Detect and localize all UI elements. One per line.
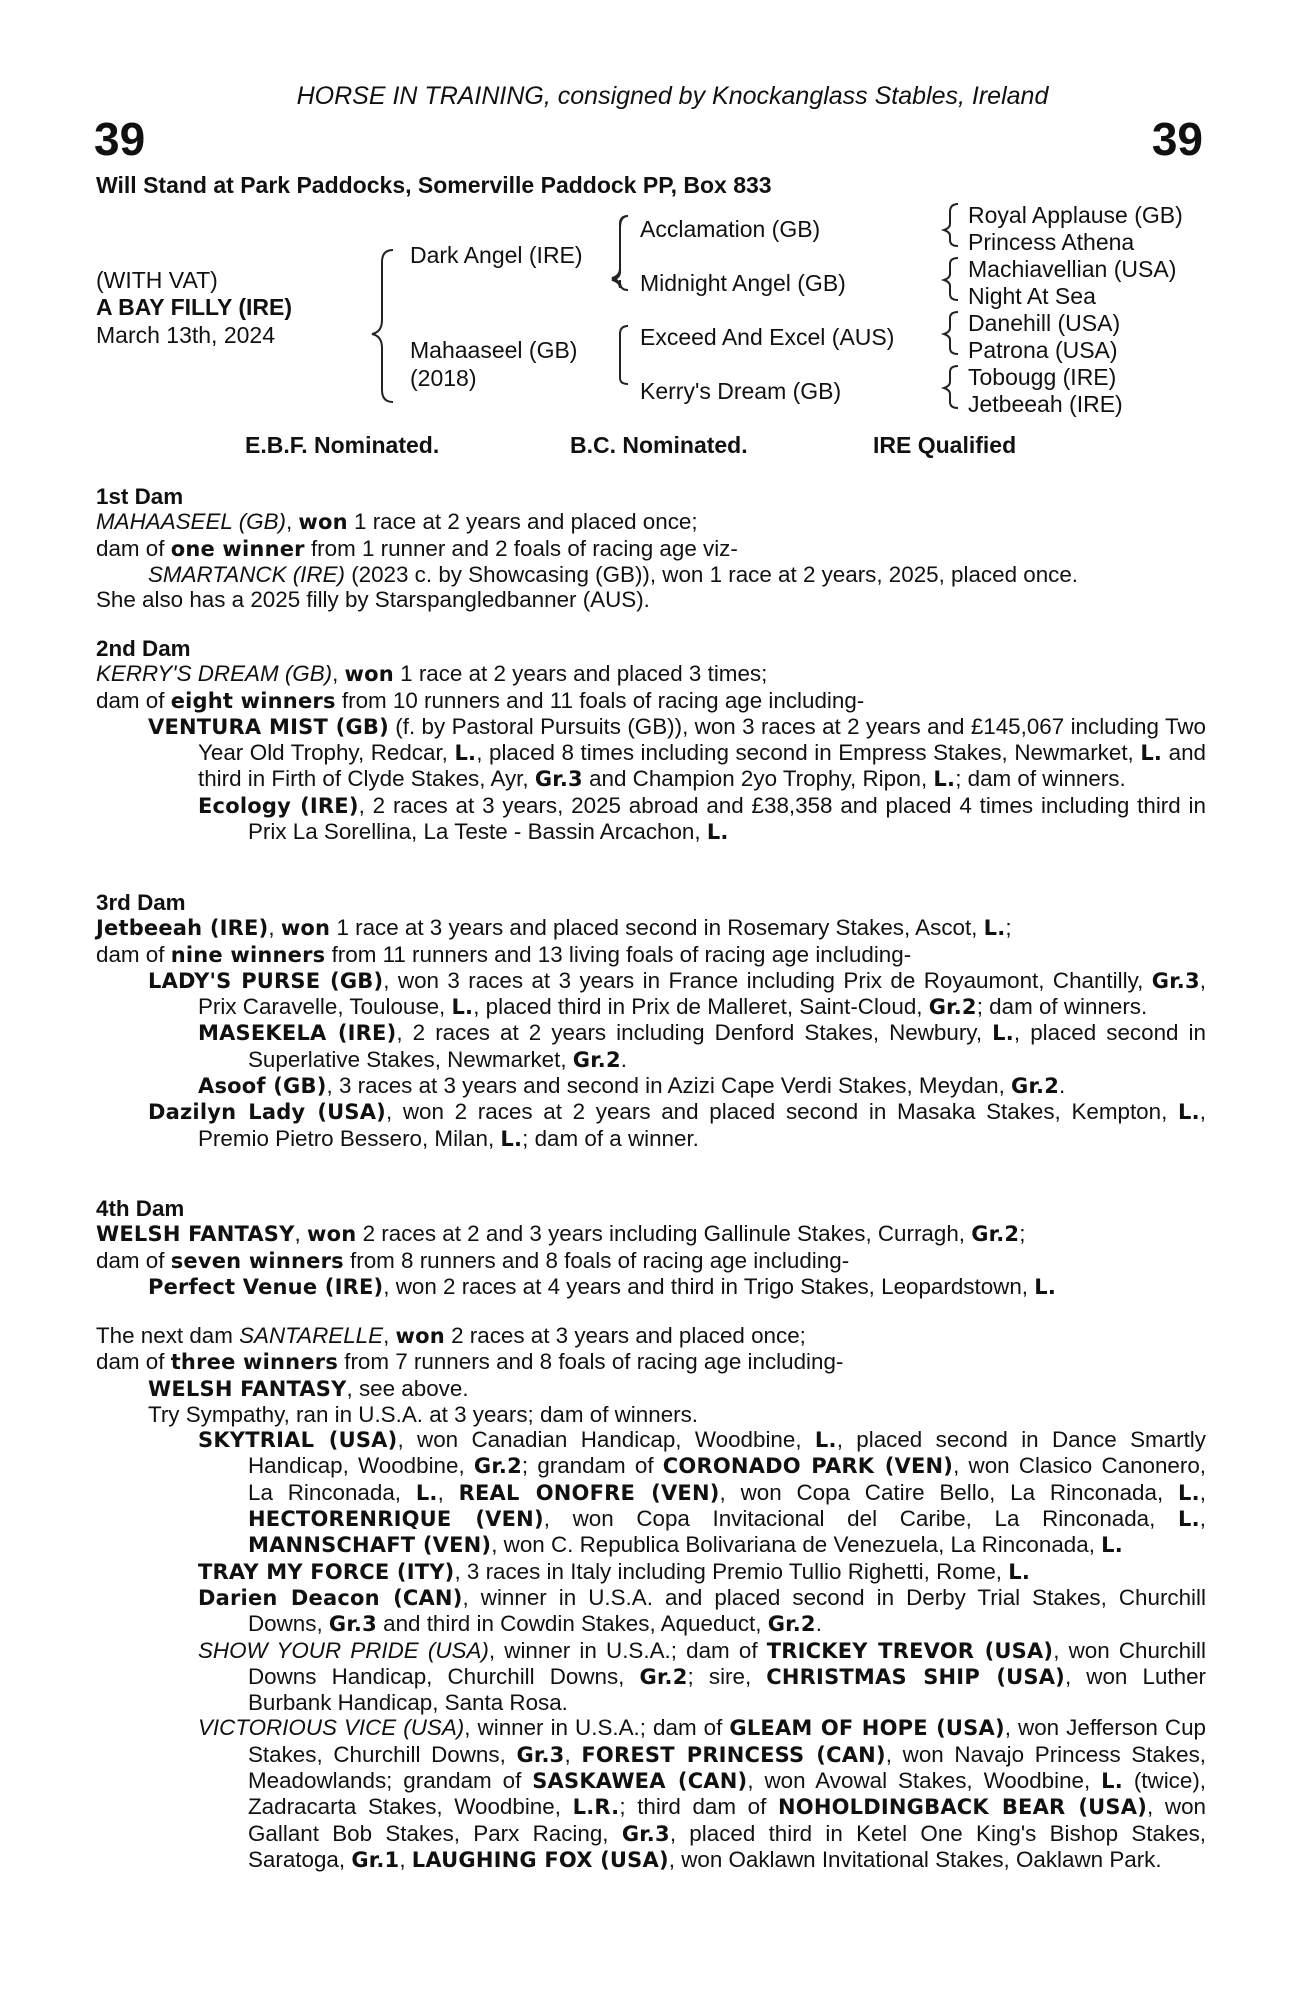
ire-qualified: IRE Qualified [873, 432, 1017, 458]
bracket-main [372, 250, 393, 402]
first-dam-produce: SMARTANCK (IRE) (2023 c. by Showcasing (GB)), won 1 race at 2 years, 2025, placed once. [148, 561, 1079, 587]
next-dam-sub-5: VICTORIOUS VICE (USA), winner in U.S.A.; dam of GLEAM OF HOPE (USA), won Jefferson Cup Stakes, Churchill Downs, Gr.3, FOREST PRINCESS (CAN), won Navajo Princess Stakes, Meadowlands; grandam of SASKAWEA (CAN), won Avowal Stakes, Woodbine, L. (twice), Zadracarta Stakes, Woodbine, L.R.; third dam of NOHOLDINGBACK BEAR (USA), won Gallant Bob Stakes, Parx Racing, Gr.3, placed third in Ketel One King's Bishop Stakes, Saratoga, Gr.1, LAUGHING FOX (USA), won Oaklawn Invitational Stakes, Oaklawn Park. [198, 1715, 1207, 1872]
next-dam-section [96, 1323, 1206, 1873]
bc-nominated: B.C. Nominated. [570, 432, 748, 458]
next-dam-line1: The next dam SANTARELLE, won 2 races at 3 years and placed once; [96, 1323, 806, 1348]
next-dam-sub-4: SHOW YOUR PRIDE (USA), winner in U.S.A.; dam of TRICKEY TREVOR (USA), won Churchill Downs Handicap, Churchill Downs, Gr.2; sire, CHRISTMAS SHIP (USA), won Luther Burbank Handicap, Santa Rosa. [198, 1637, 1206, 1716]
second-dam-line1: KERRY'S DREAM (GB), won 1 race at 2 years and placed 3 times; [96, 661, 768, 687]
third-dam-entry-2: MASEKELA (IRE), 2 races at 2 years including Denford Stakes, Newbury, L., placed second in Superlative Stakes, Newmarket, Gr.2. [198, 1020, 1206, 1072]
dam-sire: Exceed And Excel (AUS) [640, 324, 895, 350]
second-dam-entry-2: Ecology (IRE), 2 races at 3 years, 2025 abroad and £38,358 and placed 4 times including third in Prix La Sorellina, La Teste - Bassin Arcachon, L. [198, 792, 1206, 845]
fourth-dam-entry-1: Perfect Venue (IRE), won 2 races at 4 years and third in Trigo Stakes, Leopardstown, L. [148, 1273, 1056, 1299]
bracket-g34 [944, 258, 958, 300]
fourth-dam-line2: dam of seven winners from 8 runners and 8 foals of racing age including- [96, 1247, 850, 1273]
gp-3: Machiavellian (USA) [968, 256, 1177, 282]
third-dam-entry-1: LADY'S PURSE (GB), won 3 races at 3 years in France including Prix de Royaumont, Chantilly, Gr.3, Prix Caravelle, Toulouse, L., placed third in Prix de Malleret, Saint-Cloud, Gr.2; dam of winners. [148, 967, 1206, 1020]
dam-dam: Kerry's Dream (GB) [640, 378, 842, 404]
fourth-dam-heading: 4th Dam [96, 1196, 185, 1221]
third-dam-entry-3: Asoof (GB), 3 races at 3 years and second in Azizi Cape Verdi Stakes, Meydan, Gr.2. [198, 1073, 1066, 1099]
next-dam-entry-1: WELSH FANTASY, see above. [148, 1375, 469, 1401]
dam: Mahaaseel (GB) [410, 337, 578, 363]
gp-6: Patrona (USA) [968, 337, 1118, 363]
second-dam-entry-1: VENTURA MIST (GB) (f. by Pastoral Pursuits (GB)), won 3 races at 2 years and £145,067 including Two Year Old Trophy, Redcar, L., placed 8 times including second in Empress Stakes, Newmarket, L. and third in Firth of Clyde Stakes, Ayr, Gr.3 and Champion 2yo Trophy, Ripon, L.; dam of winners. [148, 713, 1207, 792]
ebf-nominated: E.B.F. Nominated. [245, 432, 440, 458]
next-dam-line2: dam of three winners from 7 runners and 8 foals of racing age including- [96, 1349, 844, 1375]
gp-7: Tobougg (IRE) [968, 364, 1117, 390]
dam-year: (2018) [410, 365, 477, 391]
bracket-sire-line [612, 216, 628, 290]
horse-name: A BAY FILLY (IRE) [96, 294, 292, 320]
third-dam-line2: dam of nine winners from 11 runners and 13 living foals of racing age including- [96, 941, 912, 967]
second-dam-line2: dam of eight winners from 10 runners and 11 foals of racing age including- [96, 687, 865, 713]
first-dam-section [96, 484, 1206, 612]
lot-number-left: 39 [94, 113, 146, 165]
sire-dam: Midnight Angel (GB) [640, 270, 846, 296]
third-dam-heading: 3rd Dam [96, 890, 186, 915]
next-dam-entry-2: Try Sympathy, ran in U.S.A. at 3 years; dam of winners. [148, 1401, 699, 1427]
bracket-g12 [944, 204, 958, 246]
first-dam-line1: MAHAASEEL (GB), won 1 race at 2 years and placed once; [96, 509, 698, 535]
second-dam-heading: 2nd Dam [96, 636, 191, 661]
gp-8: Jetbeeah (IRE) [968, 391, 1123, 417]
stand-location: Will Stand at Park Paddocks, Somerville Paddock PP, Box 833 [96, 172, 772, 198]
fourth-dam-section [96, 1196, 1206, 1300]
gp-2: Princess Athena [968, 229, 1135, 255]
bracket-g56 [944, 312, 958, 354]
lot-number-right: 39 [1151, 113, 1203, 165]
second-dam-section [96, 636, 1206, 845]
vat-note: (WITH VAT) [96, 267, 218, 293]
sire-sire: Acclamation (GB) [640, 216, 821, 242]
first-dam-heading: 1st Dam [96, 484, 184, 509]
horse-foaled: March 13th, 2024 [96, 322, 276, 348]
bracket-g78 [944, 366, 958, 408]
gp-5: Danehill (USA) [968, 310, 1121, 336]
sire: Dark Angel (IRE) [410, 242, 583, 268]
third-dam-entry-4: Dazilyn Lady (USA), won 2 races at 2 years and placed second in Masaka Stakes, Kempton, L., Premio Pietro Bessero, Milan, L.; dam of a winner. [148, 1099, 1206, 1151]
next-dam-sub-3: Darien Deacon (CAN), winner in U.S.A. and placed second in Derby Trial Stakes, Churchill Downs, Gr.3 and third in Cowdin Stakes, Aqueduct, Gr.2. [198, 1584, 1206, 1637]
fourth-dam-line1: WELSH FANTASY, won 2 races at 2 and 3 years including Gallinule Stakes, Curragh, Gr.2; [96, 1221, 1026, 1247]
first-dam-line2: dam of one winner from 1 runner and 2 foals of racing age viz- [96, 535, 738, 561]
gp-4: Night At Sea [968, 283, 1096, 309]
consignment-line: HORSE IN TRAINING, consigned by Knockanglass Stables, Ireland [296, 82, 1049, 110]
gp-1: Royal Applause (GB) [968, 202, 1183, 228]
first-dam-note: She also has a 2025 filly by Starspangledbanner (AUS). [96, 587, 650, 613]
bracket-dam [620, 326, 628, 384]
next-dam-sub-2: TRAY MY FORCE (ITY), 3 races in Italy including Premio Tullio Righetti, Rome, L. [198, 1558, 1031, 1584]
third-dam-section [96, 890, 1206, 1152]
third-dam-line1: Jetbeeah (IRE), won 1 race at 3 years and placed second in Rosemary Stakes, Ascot, L.; [96, 915, 1012, 941]
next-dam-sub-1: SKYTRIAL (USA), won Canadian Handicap, Woodbine, L., placed second in Dance Smartly Handicap, Woodbine, Gr.2; grandam of CORONADO PARK (VEN), won Clasico Canonero, La Rinconada, L., REAL ONOFRE (VEN), won Copa Catire Bello, La Rinconada, L., HECTORENRIQUE (VEN), won Copa Invitacional del Caribe, La Rinconada, L., MANNSCHAFT (VEN), won C. Republica Bolivariana de Venezuela, La Rinconada, L. [198, 1427, 1207, 1558]
